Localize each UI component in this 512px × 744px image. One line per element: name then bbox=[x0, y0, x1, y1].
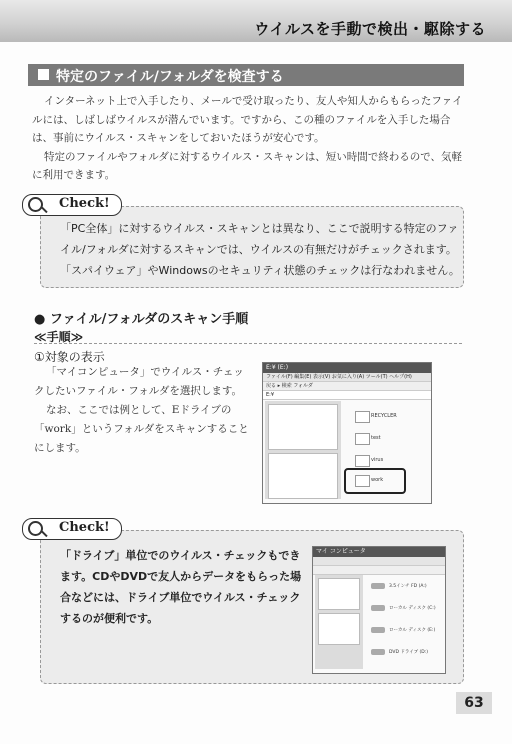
drive-icon bbox=[371, 583, 385, 589]
task-box bbox=[318, 613, 360, 645]
check-text-1 bbox=[60, 218, 460, 281]
screenshot2-titlebar: マイ コンピュータ bbox=[313, 547, 445, 557]
section-square-icon bbox=[38, 69, 49, 80]
section-title: 特定のファイル/フォルダを検査する bbox=[56, 69, 284, 85]
step1-paragraph-1: 「マイコンピュータ」でウイルス・チェックしたいファイル・フォルダを選択します。 bbox=[34, 366, 244, 397]
drive-icon bbox=[371, 649, 385, 655]
screenshot-address: E:¥ bbox=[263, 391, 431, 400]
check-text-2: 「ドライブ」単位でのウイルス・チェックもできます。CDやDVDで友人からデータをもらった場合などには、ドライブ単位でウイルス・チェックするのが便利です。 bbox=[60, 549, 302, 625]
step1-paragraph-2: なお、ここでは例として、Eドライブの「work」というフォルダをスキャンすることにします。 bbox=[34, 404, 249, 454]
procedure-heading: ● ファイル/フォルダのスキャン手順 bbox=[34, 312, 249, 327]
intro-text bbox=[32, 92, 468, 185]
work-folder-highlight bbox=[344, 468, 406, 494]
folder-name: RECYCLER bbox=[371, 413, 397, 419]
check-tag-1 bbox=[22, 194, 122, 216]
drive-icon bbox=[371, 627, 385, 633]
folder-name: virus bbox=[371, 457, 384, 463]
screenshot-toolbar: 戻る ▸ 検索 フォルダ bbox=[263, 382, 431, 391]
drive-label: ローカル ディスク (E:) bbox=[389, 628, 436, 633]
magnifier-icon bbox=[28, 521, 43, 536]
check-label-2: Check! bbox=[59, 520, 110, 535]
folder-icon bbox=[355, 455, 370, 467]
page-number: 63 bbox=[464, 695, 484, 711]
screenshot2-task-pane bbox=[315, 575, 363, 669]
magnifier-icon bbox=[28, 197, 43, 212]
screenshot-titlebar: E:¥ (E:) bbox=[263, 363, 431, 373]
procedure-label: ≪手順≫ bbox=[34, 330, 84, 344]
check1-line-2: 「スパイウェア」やWindowsのセキュリティ状態のチェックは行なわれません。 bbox=[60, 264, 460, 277]
check1-line-1: 「PC全体」に対するウイルス・スキャンとは異なり、ここで説明する特定のファイル/フォルダに対するスキャンでは、ウイルスの有無だけがチェックされます。 bbox=[60, 222, 459, 256]
drive-label: DVD ドライブ (D:) bbox=[389, 650, 429, 655]
divider bbox=[34, 343, 462, 344]
page-header bbox=[0, 0, 512, 42]
page-number-box bbox=[456, 692, 492, 714]
drive-icon bbox=[371, 605, 385, 611]
step1-title: ①対象の表示 bbox=[34, 350, 105, 364]
section-bar bbox=[28, 64, 464, 86]
task-box-1 bbox=[268, 404, 338, 450]
task-box-2 bbox=[268, 453, 338, 499]
check-tag-2 bbox=[22, 518, 122, 540]
folder-icon bbox=[355, 433, 370, 445]
drive-label: ローカル ディスク (C:) bbox=[389, 606, 436, 611]
screenshot-task-pane bbox=[265, 401, 341, 499]
folder-icon bbox=[355, 411, 370, 423]
step1-text bbox=[34, 363, 254, 458]
screenshot2-toolbar bbox=[313, 566, 445, 575]
check-label-1: Check! bbox=[59, 196, 110, 211]
header-title: ウイルスを手動で検出・駆除する bbox=[254, 20, 486, 38]
procedure-heading-text: ファイル/フォルダのスキャン手順 bbox=[49, 312, 249, 327]
intro-paragraph-1: インターネット上で入手したり、メールで受け取ったり、友人や知人からもらったファイルには、しばしばウイルスが潜んでいます。ですから、この種のファイルを入手した場合は、事前にウイルス・スキャンをしておいたほうが安心です。 bbox=[32, 95, 463, 144]
screenshot2-menubar bbox=[313, 557, 445, 566]
intro-paragraph-2: 特定のファイルやフォルダに対するウイルス・スキャンは、短い時間で終わるので、気軽に利用できます。 bbox=[32, 150, 463, 181]
folder-name: test bbox=[371, 435, 381, 441]
folder-name: work bbox=[371, 477, 384, 483]
mycomputer-screenshot bbox=[312, 546, 446, 674]
task-box bbox=[318, 578, 360, 610]
screenshot-menubar: ファイル(F) 編集(E) 表示(V) お気に入り(A) ツール(T) ヘルプ(H) bbox=[263, 373, 431, 382]
drive-label: 3.5インチ FD (A:) bbox=[389, 584, 427, 589]
